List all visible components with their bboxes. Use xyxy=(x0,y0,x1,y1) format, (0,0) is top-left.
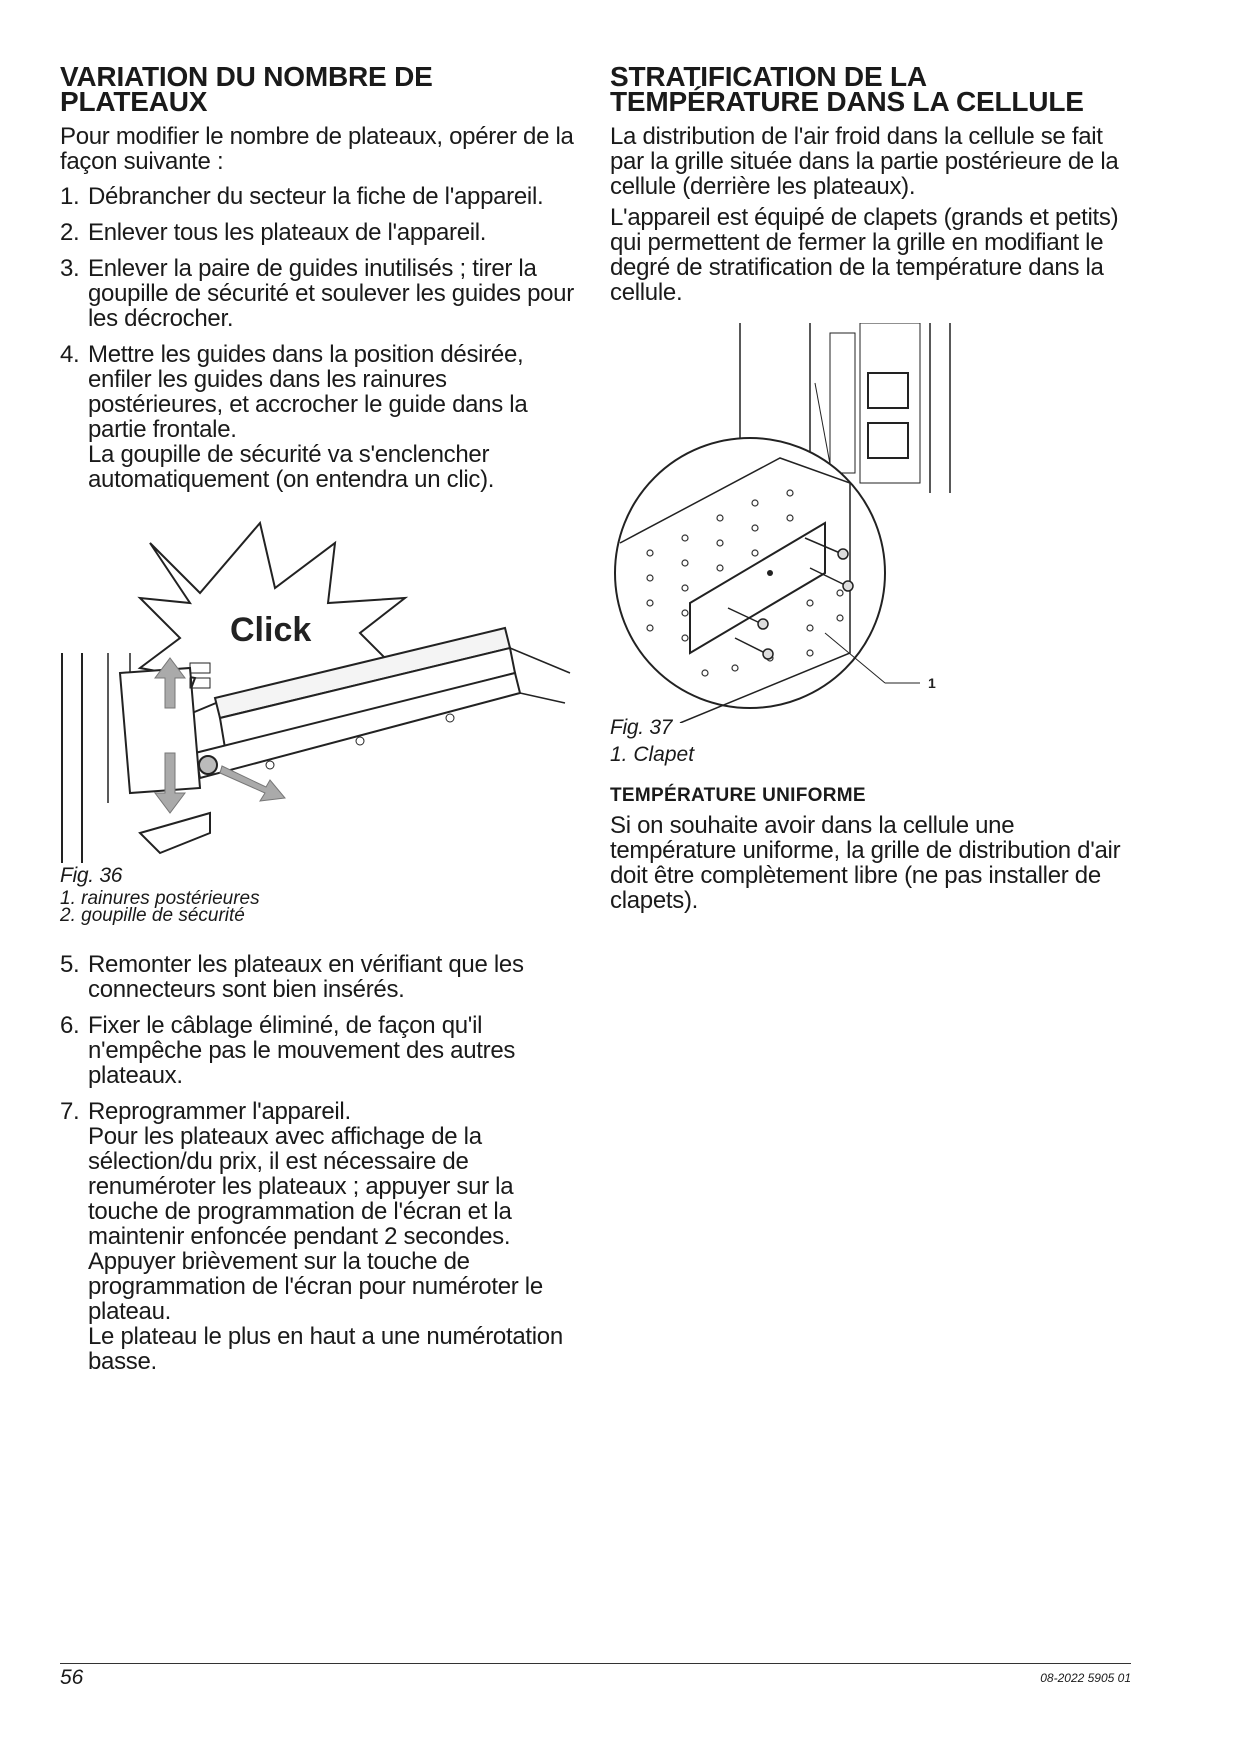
left-column xyxy=(60,61,580,1385)
step-item xyxy=(60,1099,580,1374)
step-item xyxy=(60,220,580,245)
step-note: Le plateau le plus en haut a une numérotation basse. xyxy=(88,1323,563,1375)
paragraph-flaps: L'appareil est équipé de clapets (grands et petits) qui permettent de fermer la grille en modifiant le degré de stratification de la température dans la cellule. xyxy=(610,204,1119,306)
step-item xyxy=(60,256,580,331)
intro-text: Pour modifier le nombre de plateaux, opérer de la façon suivante : xyxy=(60,123,574,175)
step-number: 6. xyxy=(60,1012,80,1039)
step-item xyxy=(60,952,580,1002)
subheading-uniform-temperature: TEMPÉRATURE UNIFORME xyxy=(610,785,866,806)
step-text: Reprogrammer l'appareil. xyxy=(88,1098,351,1125)
step-text: Débrancher du secteur la fiche de l'appareil. xyxy=(88,183,544,210)
step-note: La goupille de sécurité va s'enclencher automatiquement (on entendra un clic). xyxy=(88,441,495,493)
figure-37 xyxy=(610,323,1130,767)
flap-illustration xyxy=(610,323,1010,723)
step-text: Mettre les guides dans la position désirée, enfiler les guides dans les rainures postérieures, et accrocher le guide dans la partie frontale. xyxy=(88,341,528,443)
legend-item: 1. rainures postérieures xyxy=(60,888,260,909)
footer-rule xyxy=(60,1663,1131,1664)
figure-36 xyxy=(60,503,580,924)
guide-rail-illustration xyxy=(60,503,580,863)
figure-36-legend xyxy=(60,890,580,924)
click-label: Click xyxy=(230,611,312,649)
legend-item: 1. Clapet xyxy=(610,743,695,766)
figure-37-legend xyxy=(610,742,1130,767)
paragraph-uniform: Si on souhaite avoir dans la cellule une température uniforme, la grille de distribution d'air doit être complètement libre (ne pas installer de clapets). xyxy=(610,812,1121,914)
step-item xyxy=(60,1013,580,1088)
step-number: 7. xyxy=(60,1098,80,1125)
step-text: Enlever tous les plateaux de l'appareil. xyxy=(88,219,487,246)
step-number: 3. xyxy=(60,255,80,282)
step-item xyxy=(60,184,580,209)
page-number: 56 xyxy=(60,1666,84,1689)
step-text: Fixer le câblage éliminé, de façon qu'il n'empêche pas le mouvement des autres plateaux. xyxy=(88,1012,516,1089)
step-number: 1. xyxy=(60,183,80,210)
step-text: Enlever la paire de guides inutilisés ; tirer la goupille de sécurité et soulever les guides pour les décrocher. xyxy=(88,255,574,332)
safety-pin xyxy=(199,756,217,774)
section-title-tray-count: VARIATION DU NOMBRE DE PLATEAUX xyxy=(60,61,433,117)
step-text: Remonter les plateaux en vérifiant que les connecteurs sont bien insérés. xyxy=(88,951,524,1003)
steps-list-a xyxy=(60,184,580,492)
document-reference: 08-2022 5905 01 xyxy=(1040,1671,1131,1685)
paragraph-air-distribution: La distribution de l'air froid dans la cellule se fait par la grille située dans la partie postérieure de la cellule (derrière les plateaux). xyxy=(610,123,1119,200)
figure-37-caption: Fig. 37 xyxy=(610,716,673,739)
step-number: 4. xyxy=(60,341,80,368)
figure-36-caption: Fig. 36 xyxy=(60,864,123,887)
step-number: 2. xyxy=(60,219,80,246)
step-note: Pour les plateaux avec affichage de la sélection/du prix, il est nécessaire de renuméroter les plateaux ; appuyer sur la touche de programmation de l'écran et la maintenir enfoncée pendant 2 secondes. Appuyer brièvement sur la touche de programmation de l'écran pour numéroter le plateau. xyxy=(88,1123,543,1325)
callout-number: 1 xyxy=(928,675,936,691)
step-item xyxy=(60,342,580,492)
steps-list-b xyxy=(60,952,580,1374)
legend-item: 2. goupille de sécurité xyxy=(60,905,245,926)
right-column xyxy=(610,61,1130,914)
section-title-stratification: STRATIFICATION DE LA TEMPÉRATURE DANS LA CELLULE xyxy=(610,61,1084,117)
step-number: 5. xyxy=(60,951,80,978)
